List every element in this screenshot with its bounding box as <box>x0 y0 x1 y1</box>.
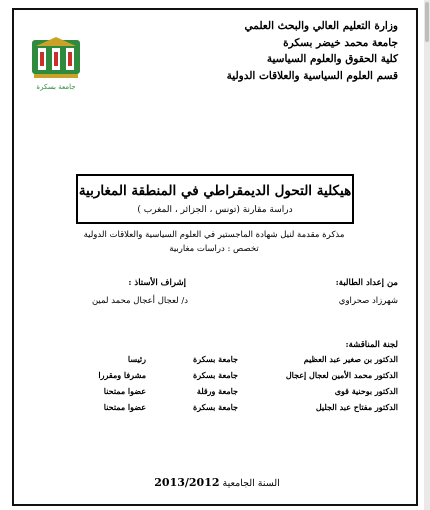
academic-year-value: 2013/2012 <box>154 476 220 489</box>
scrollbar-thumb[interactable] <box>425 2 429 42</box>
committee-row <box>38 354 398 370</box>
member-university: جامعة بسكرة <box>193 370 238 380</box>
student-label: من إعداد الطالبة: <box>335 278 398 288</box>
thesis-title: هيكلية التحول الديمقراطي في المنطقة المغاربية <box>78 183 352 199</box>
committee-label: لجنة المناقشة: <box>345 340 398 350</box>
supervisor-name: د/ لعجال أعجال محمد لمين <box>91 296 188 306</box>
committee-row <box>38 402 398 418</box>
department-name: قسم العلوم السياسية والعلاقات الدولية <box>226 69 398 82</box>
committee-list <box>38 354 398 418</box>
ministry-name: وزارة التعليم العالي والبحث العلمي <box>244 20 398 32</box>
member-name: الدكتور محمد الأمين لعجال إعجال <box>285 370 398 380</box>
thesis-subtitle: دراسة مقارنة (تونس ، الجزائر ، المغرب ) <box>137 205 293 215</box>
logo-caption: جامعة بسكرة <box>36 83 76 91</box>
university-logo <box>28 32 84 94</box>
faculty-name: كلية الحقوق والعلوم السياسية <box>266 53 398 65</box>
member-role: عضوا ممتحنا <box>103 386 146 396</box>
academic-year <box>14 476 420 489</box>
student-name: شهرزاد صحراوي <box>338 296 398 306</box>
memo-specialty-line: تخصص : دراسات مغاربية <box>169 244 259 254</box>
member-role: رئيسا <box>127 354 146 364</box>
institution-header <box>168 18 398 84</box>
member-name: الدكتور بن صغير عبد العظيم <box>303 354 398 364</box>
member-university: جامعة ورقلة <box>196 386 238 396</box>
university-name: جامعة محمد خيضر بسكرة <box>283 36 398 49</box>
member-name: الدكتور بوحنية قوى <box>334 386 398 396</box>
member-university: جامعة بسكرة <box>193 354 238 364</box>
member-university: جامعة بسكرة <box>193 402 238 412</box>
supervisor-label: إشراف الأستاذ : <box>128 278 186 288</box>
memo-degree-line: مذكرة مقدمة لنيل شهادة الماجستير في العلوم السياسية والعلاقات الدولية <box>83 230 345 240</box>
member-name: الدكتور مفتاح عبد الجليل <box>315 402 398 412</box>
thesis-cover-page <box>12 8 418 506</box>
committee-row <box>38 370 398 386</box>
thesis-memo <box>54 228 374 256</box>
academic-year-label: السنة الجامعية <box>222 478 280 489</box>
member-role: عضوا ممتحنا <box>103 402 146 412</box>
thesis-title-box <box>76 174 354 224</box>
member-role: مشرفا ومقررا <box>98 370 146 380</box>
vertical-scrollbar[interactable] <box>424 0 430 510</box>
committee-row <box>38 386 398 402</box>
